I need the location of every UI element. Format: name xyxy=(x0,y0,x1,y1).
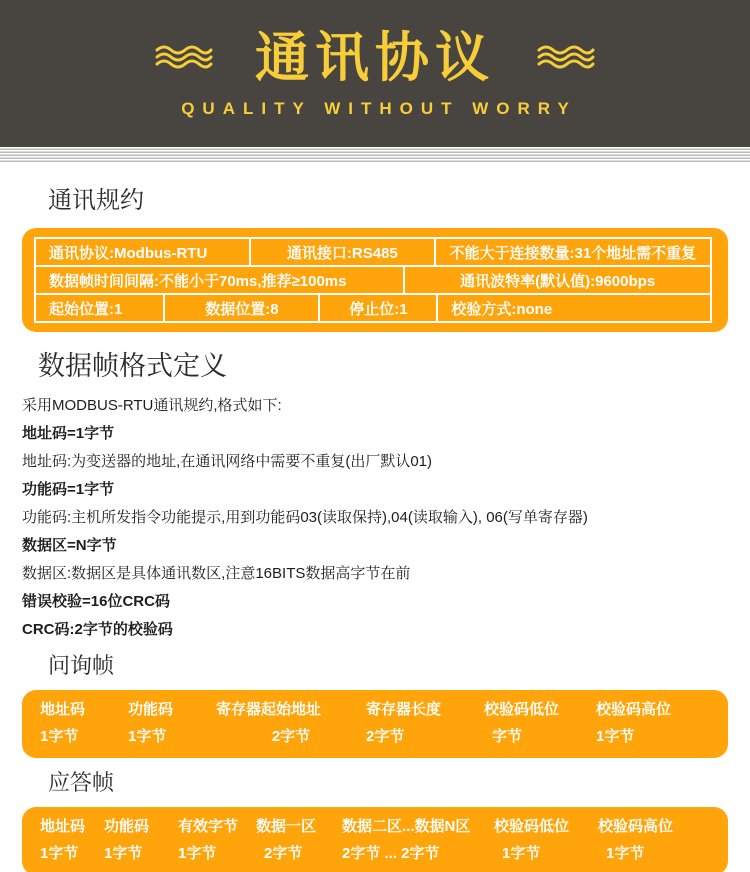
spec-table xyxy=(22,228,728,332)
spec-cell-interface: 通讯接口:RS485 xyxy=(251,239,436,265)
page-title: 通讯协议 xyxy=(255,27,495,88)
section-heading-spec: 通讯规约 xyxy=(48,187,144,214)
response-col-data-area-n: 数据二区...数据N区 2字节 ... 2字节 xyxy=(342,818,471,862)
data-area-def: 数据区=N字节 xyxy=(22,537,117,554)
header-banner xyxy=(0,0,750,147)
response-col-function: 功能码 1字节 xyxy=(104,818,150,862)
section-heading-response-frame: 应答帧 xyxy=(48,770,115,795)
query-col-crc-low: 校验码低位 字节 xyxy=(484,701,560,745)
spec-table-row xyxy=(36,295,710,321)
query-col-address: 地址码 1字节 xyxy=(40,701,86,745)
header-subtitle: QUALITY WITHOUT WORRY xyxy=(181,98,577,118)
query-col-register-start: 寄存器起始地址 2字节 xyxy=(216,701,322,745)
waves-left-icon xyxy=(155,45,213,69)
crc-code-desc: CRC码:2字节的校验码 xyxy=(22,621,173,638)
response-col-address: 地址码 1字节 xyxy=(40,818,86,862)
section-heading-query-frame: 问询帧 xyxy=(48,653,115,678)
spec-cell-baud-rate: 通讯波特率(默认值):9600bps xyxy=(460,272,656,290)
response-frame-table xyxy=(22,807,728,872)
function-code-desc: 功能码:主机所发指令功能提示,用到功能码03(读取保持),04(读取输入), 06(写单寄存器) xyxy=(22,509,588,526)
query-col-register-length: 寄存器长度 2字节 xyxy=(366,701,442,745)
main-content xyxy=(0,180,750,872)
spec-cell-stop-bit: 停止位:1 xyxy=(320,295,438,321)
response-col-crc-high: 校验码高位 1字节 xyxy=(598,818,674,862)
waves-right-icon xyxy=(537,45,595,69)
spec-cell-parity: 校验方式:none xyxy=(451,300,553,318)
query-col-crc-high: 校验码高位 1字节 xyxy=(596,701,672,745)
spec-table-row xyxy=(36,239,710,267)
stripe-divider xyxy=(0,147,750,162)
error-check-def: 错误校验=16位CRC码 xyxy=(22,593,170,610)
section-heading-frame-format: 数据帧格式定义 xyxy=(38,351,227,381)
response-col-data-area-1: 数据一区 2字节 xyxy=(256,818,317,862)
spec-cell-max-connections: 不能大于连接数量:31个地址需不重复 xyxy=(449,244,697,262)
spec-cell-protocol: 通讯协议:Modbus-RTU xyxy=(36,239,251,265)
address-code-def: 地址码=1字节 xyxy=(22,425,115,442)
frame-format-text xyxy=(22,397,728,638)
response-col-valid-bytes: 有效字节 1字节 xyxy=(178,818,239,862)
function-code-def: 功能码=1字节 xyxy=(22,481,115,498)
spec-cell-frame-interval: 数据帧时间间隔:不能小于70ms,推荐≥100ms xyxy=(36,267,405,293)
query-col-function: 功能码 1字节 xyxy=(128,701,174,745)
spec-cell-start-bit: 起始位置:1 xyxy=(36,295,165,321)
response-col-crc-low: 校验码低位 1字节 xyxy=(494,818,570,862)
query-frame-table xyxy=(22,690,728,758)
spec-table-row xyxy=(36,267,710,295)
spec-cell-data-bits: 数据位置:8 xyxy=(165,295,320,321)
data-area-desc: 数据区:数据区是具体通讯数区,注意16BITS数据高字节在前 xyxy=(22,565,411,582)
format-intro-line: 采用MODBUS-RTU通讯规约,格式如下: xyxy=(22,397,282,414)
address-code-desc: 地址码:为变送器的地址,在通讯网络中需要不重复(出厂默认01) xyxy=(22,453,433,470)
